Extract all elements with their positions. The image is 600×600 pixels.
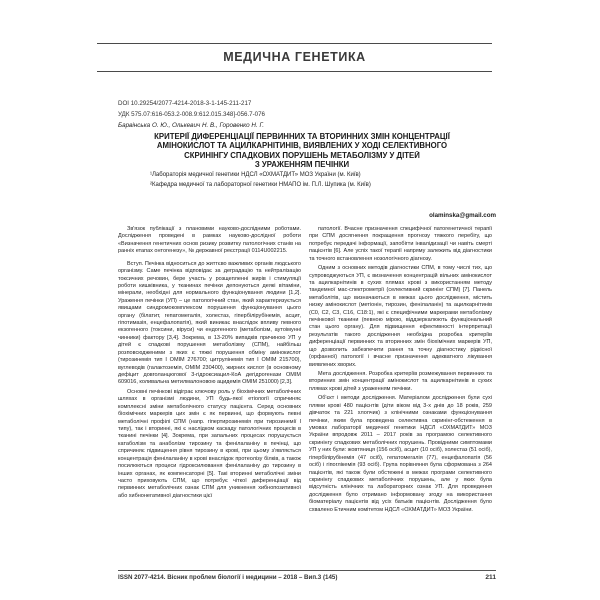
affiliation-2: ²Кафедра медичної та лабораторної генетики НМАПО ім. П.Л. Шупика (м. Київ): [150, 182, 371, 188]
paragraph: Вступ. Печінка відноситься до життєво важливих органів людського організму. Саме печінка відповідає за деградацію та нейтралізацію токсичних речовин, бере участь у розщепленні жирів і стимуляції роботи кишківника, у тканинах печінки депонуються деякі вітаміни, мінерали, необхідні для нормального функціонування людини [1,2]. Ураження печінки (УП) – це патологічний стан, який характеризується явищами синдромокомплексом порушення функціонування цього органу (білатит, гепатомегалія, холестаз, гіпербілірубінемія, асцит, гіпотимазія, енцефалопатія), який виникає внаслідок впливу певного екзогенного (токсини, віруси) чи ендогенного (метаболізм, аутоімунні чинники) фактору [3,4]. Зокрема, в 13-20% випадків причиною УП у дітей є спадкові порушення метаболізму (СПМ), найбільш розповсюдженими з яких є тяжкі порушення обміну амінокислот (тирозинемія тип I OMIM 276700; цитрулінемія тип I OMIM 215700), вуглеводів (галактоземія, OMIM 230400), жирних кислот (в основному дефіцит довголанцюгової 3-гідроксиацил-КоА дегідрогенази OMIM 609016, коливальна метилмалоновою ацидемія OMIM 251000) [2,3].: [118, 260, 301, 386]
section-title: МЕДИЧНА ГЕНЕТИКА: [223, 50, 366, 64]
right-column: [309, 226, 492, 558]
title-line: СКРИНІНГУ СПАДКОВИХ ПОРУШЕНЬ МЕТАБОЛІЗМУ У ДІТЕЙ: [184, 150, 420, 160]
footer-divider: [118, 570, 496, 571]
paragraph: Об'єкт і методи дослідження. Матеріалом дослідження були сухі плями крові 480 пацієнтів (діти віком від 3-х днів до 18 років, 259 дівчаток та 221 хлопчик) з клінічними ознаками функціонування печінки, яким була проведена селективна скринінг-обстеження в умовах лабораторії медичної генетики НДСЛ «ОХМАТДИТ» МОЗ України впродовж 2011 – 2017 років за програмою селективного скринінгу спадкових метаболічних порушень. Провідними симптомами УП у них були: жовтяниця (156 осіб), асцит (10 осіб), холестаз (51 осіб), гіпербілірубінемія (47 осіб), гепатомегалія (77), енцефалопатія (56 осіб) і гіпоглікемія (93 осіб). Група порівняння була сформована з 264 пацієнтів, які також були обстежені в межах програми селективного скринінгу спадкових метаболічних порушень, але у яких була відсутність клінічних та лабораторних ознак УП. Для проведення дослідження було отримано інформовану згоду на використання біоматеріалу пацієнтів від усіх батьків пацієнтів. Дослідження було схвалено Етичним комітетом НДСЛ «ОХМАТДИТ» МОЗ України.: [309, 395, 492, 513]
title-line: КРИТЕРІЇ ДИФЕРЕНЦІАЦІЇ ПЕРВИННИХ ТА ВТОРИННИХ ЗМІН КОНЦЕНТРАЦІЇ: [154, 132, 450, 141]
affiliation-1: ¹Лабораторія медичної генетики НДСЛ «ОХМАТДИТ» МОЗ України (м. Київ): [150, 172, 361, 178]
page-number: 211: [485, 574, 496, 581]
paragraph: патології. Вчасне призначення специфічної патогенетичної терапії при СПМ досягнення покращення прогнозу тяжкого перебігу, що потребує передачі інформації, запобігти інвалідизації чи навіть смерті пацієнтів [6]. Але успіх такої терапії напряму залежить від діагностики та точного встановлення нозологічного діагнозу.: [309, 226, 492, 262]
title-line: АМІНОКИСЛОТ ТА АЦИЛКАРНІТИНІВ, ВИЯВЛЕНИХ У ХОДІ СЕЛЕКТИВНОГО: [156, 141, 448, 151]
section-header: [97, 43, 492, 72]
doi: DOI 10.29254/2077-4214-2018-3-1-145-211-217: [118, 100, 252, 107]
journal-footer: ISSN 2077-4214. Вісник проблем біології і медицини – 2018 – Вип.3 (145): [118, 574, 338, 581]
title-line: З УРАЖЕННЯМ ПЕЧІНКИ: [254, 159, 350, 169]
paragraph: Зв'язок публікації з плановими науково-дослідними роботами. Дослідження проведені в рамках науково-дослідної роботи «Визначення генетичних основ ризику розвитку патологічних станів на ранніх етапах онтогенезу», № державної реєстрації 0114U002215.: [118, 226, 301, 255]
author-email: olaminska@gmail.com: [429, 212, 496, 219]
paragraph: Мета дослідження. Розробка критеріїв розмежування первинних та вторинних змін концентрації амінокислот та ацилкарнітинів в сухих плямах крові дітей з ураженням печінки.: [309, 371, 492, 392]
article-title: [112, 132, 492, 169]
authors: Барвінська О. Ю., Олькевич Н. В., Горовенко Н. Г.: [118, 122, 264, 129]
paragraph: Одним з основних методів діагностики СПМ, в тому числі тих, що супроводжуються УП, є визначення концентрацій вільних амінокислот та ацилкарнітинів в сухих плямах крові з використанням методу тандемної мас-спектрометрії (селективний скринінг СПМ) [7]. Панель метаболітів, що визначаються в межах цього дослідження, містить низку амінокислот (метіонін, тирозин, фенілаланін) та ацилкарнітинів (C0, C2, C3, C16, C18:1), які є специфічними маркерами метаболізму печінкової тканини (певною мірою, віддзеркалюють функціональний стан цього органу). Для підвищення ефективності інтерпретації результатів такого дослідження необхідна розробка критеріїв диференціації первинних та вторинних змін біохімічних маркерів УП, що дозволить забезпечити рання та точну діагностику рідкісної (орфанної) патології і вчасне призначення адекватного лікування виявлених хворих.: [309, 265, 492, 368]
left-column: [118, 226, 301, 558]
paragraph: Основні печінкові відіграє ключову роль у біохімічних метаболічних шляхах в організмі людини, УП будь-якої етіології спричиняє комплексні зміни метаболічного статусу пацієнта. Серед основних біохімічних маркерів цих змін є як первинні, що формують певні метаболічні профілі СПМ (напр. гіпертирозинемія при тирозинемії І типу), так і вторинні, які є наслідком каскаду патологічних процесів в тканині печінки [4]. Зокрема, при запальних процесах порушується катаболізм та анаболізм тирозину та фенілаланіну в печінці, що спричиняє підвищення рівня тирозину в крові, при цьому з'являється концентрація фенілаланіну в крові внаслідок протеолізу білків, а також посилюються процеси гідроксилювання фенілаланіну до тирозину в інших органах, як компенсаторні [5]. Такі вторинні метаболічні зміни часто приховують СПМ, що потребує чіткої диференціації від первинних метаболічних ознак СПМ для уникнення хибнопозитивної або хибнонегативної діагностики цієї: [118, 388, 301, 499]
udc-code: УДК 575.07:616-053.2-008.9:612.015.348]-056.7-076: [118, 111, 265, 118]
